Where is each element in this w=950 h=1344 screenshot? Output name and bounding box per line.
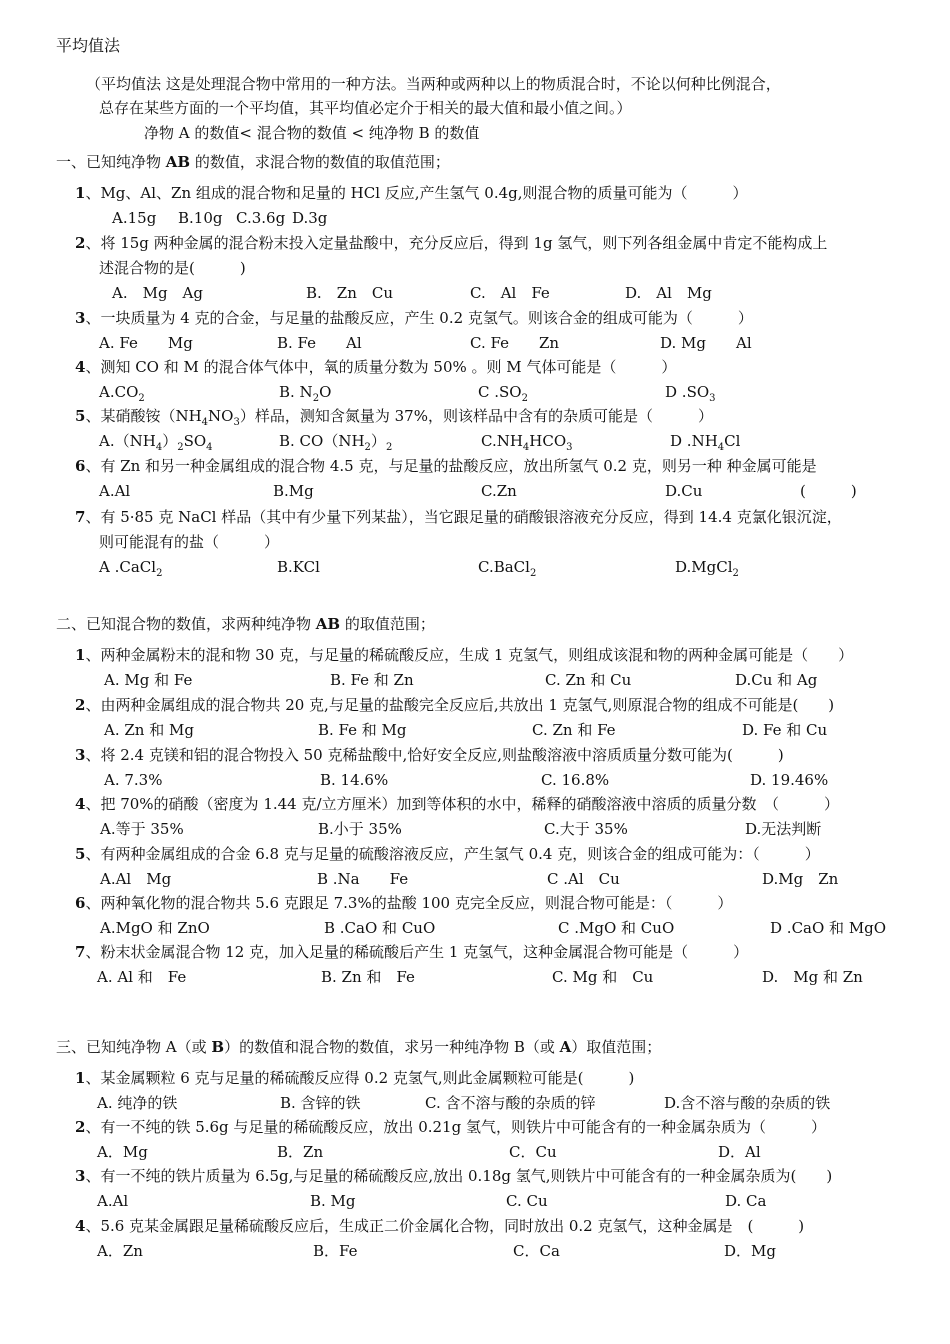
section-3-heading: 三、已知纯净物 A（或 B）的数值和混合物的数值，求另一种纯净物 B（或 A）取值范围； <box>56 1038 662 1056</box>
question-3-1: 1、某金属颗粒 6 克与足量的稀硫酸反应得 0.2 克氢气,则此金属颗粒可能是( ) <box>75 1069 635 1087</box>
option-3-2-b: B．Zn <box>277 1143 324 1161</box>
option-2-5-a: A.Al Mg <box>100 870 172 888</box>
option-1-4-d: D $.SO_3$ <box>665 383 716 404</box>
option-1-2-b: B. Zn Cu <box>306 284 394 302</box>
intro-line-1: （平均值法 这是处理混合物中常用的一种方法。当两种或两种以上的物质混合时，不论以何种比例混合， <box>86 75 781 93</box>
option-2-7-d: D. Mg 和 Zn <box>762 968 863 986</box>
option-2-4-c: C.大于 35% <box>544 820 628 838</box>
question-3-2: 2、有一不纯的铁 5.6g 与足量的稀硫酸反应，放出 0.21g 氢气，则铁片中可能含有的一种金属杂质为（ ） <box>75 1118 826 1136</box>
option-1-7-b: B.KCl <box>277 558 320 576</box>
option-1-6-b: B.Mg <box>273 482 314 500</box>
option-1-6-a: A.Al <box>99 482 131 500</box>
option-2-6-d: D .CaO 和 MgO <box>770 919 887 937</box>
option-1-2-a: A. Mg Ag <box>112 284 203 302</box>
option-2-1-c: C. Zn 和 Cu <box>545 671 632 689</box>
option-2-2-d: D. Fe 和 Cu <box>742 721 828 739</box>
option-1-5-c: $C.NH_4HCO_3$ <box>481 432 573 453</box>
question-1-1: 1、Mg、Al、Zn 组成的混合物和足量的 HCl 反应,产生氢气 0.4g,则混合物的质量可能为（ ） <box>75 184 748 202</box>
option-3-2-d: D．Al <box>718 1143 761 1161</box>
question-1-6: 6、有 Zn 和另一种金属组成的混合物 4.5 克，与足量的盐酸反应，放出所氢气 0.2 克，则另一种 种金属可能是 <box>75 457 817 475</box>
option-2-1-a: A. Mg 和 Fe <box>104 671 193 689</box>
option-2-4-a: A.等于 35% <box>100 820 184 838</box>
option-3-1-b: B. 含锌的铁 <box>280 1094 361 1112</box>
option-1-4-c: C $.SO_2$ <box>478 383 528 404</box>
option-3-3-c: C. Cu <box>506 1192 548 1210</box>
option-1-3-c: C. Fe Zn <box>470 334 560 352</box>
option-2-3-b: B. 14.6% <box>320 771 389 789</box>
option-2-5-d: D.Mg Zn <box>762 870 839 888</box>
option-2-2-c: C. Zn 和 Fe <box>532 721 616 739</box>
option-2-7-a: A. Al 和 Fe <box>97 968 187 986</box>
option-3-4-b: B．Fe <box>313 1242 358 1260</box>
option-2-4-d: D.无法判断 <box>745 820 822 838</box>
option-1-6-d: D.Cu <box>665 482 703 500</box>
option-1-1-a: A.15g <box>112 209 157 227</box>
option-3-1-d: D.含不溶与酸的杂质的铁 <box>664 1094 831 1112</box>
option-1-3-d: D. Mg Al <box>660 334 752 352</box>
option-2-1-b: B. Fe 和 Zn <box>330 671 414 689</box>
option-1-5-a: $A.(NH_4)_2SO_4$ <box>99 432 213 453</box>
option-3-1-a: A. 纯净的铁 <box>97 1094 178 1112</box>
intro-line-2: 总存在某些方面的一个平均值，其平均值必定介于相关的最大值和最小值之间。） <box>99 99 632 117</box>
option-3-2-a: A．Mg <box>97 1143 148 1161</box>
option-1-3-b: B. Fe Al <box>277 334 362 352</box>
option-2-3-c: C. 16.8% <box>541 771 610 789</box>
question-2-3: 3、将 2.4 克镁和铝的混合物投入 50 克稀盐酸中,恰好安全反应,则盐酸溶液中溶质质量分数可能为( ) <box>75 746 784 764</box>
option-1-2-c: C. Al Fe <box>470 284 550 302</box>
question-1-7: 7、有 5·85 克 NaCl 样品（其中有少量下列某盐），当它跟足量的硝酸银溶液充分反应，得到 14.4 克氯化银沉淀， <box>75 508 842 526</box>
option-1-4-a: $A.CO_2$ <box>99 383 145 404</box>
option-3-2-c: C．Cu <box>509 1143 557 1161</box>
option-2-6-b: B .CaO 和 CuO <box>324 919 436 937</box>
question-1-4: 4、测知 CO 和 M 的混合体气体中，氧的质量分数为 50% 。则 M 气体可能是（ ） <box>75 358 677 376</box>
section-2-heading: 二、已知混合物的数值，求两种纯净物 AB 的取值范围； <box>56 615 435 633</box>
option-1-1-c: C.3.6g <box>236 209 286 227</box>
option-2-6-a: A.MgO 和 ZnO <box>100 919 210 937</box>
question-2-5: 5、有两种金属组成的合金 6.8 克与足量的硫酸溶液反应，产生氢气 0.4 克，则该合金的组成可能为：（ ） <box>75 845 820 863</box>
question-2-6: 6、两种氧化物的混合物共 5.6 克跟足 7.3%的盐酸 100 克完全反应，则混合物可能是：（ ） <box>75 894 733 912</box>
answer-bracket: ( ) <box>800 482 857 500</box>
option-1-7-a: A .CaCl$_2$ <box>99 558 163 579</box>
question-2-7: 7、粉末状金属混合物 12 克，加入足量的稀硫酸后产生 1 克氢气，这种金属混合物可能是（ ） <box>75 943 749 961</box>
option-1-3-a: A. Fe Mg <box>99 334 193 352</box>
question-1-2: 2、将 15g 两种金属的混合粉末投入定量盐酸中，充分反应后，得到 1g 氢气，则下列各组金属中肯定不能构成上 <box>75 234 828 252</box>
intro-line-3: 净物 A 的数值< 混合物的数值 < 纯净物 B 的数值 <box>144 124 480 142</box>
option-3-3-a: A.Al <box>97 1192 129 1210</box>
section-1-heading: 一、已知纯净物 AB 的数值，求混合物的数值的取值范围； <box>56 153 450 171</box>
option-2-2-b: B. Fe 和 Mg <box>318 721 407 739</box>
option-1-6-c: C.Zn <box>481 482 517 500</box>
option-3-4-d: D．Mg <box>724 1242 776 1260</box>
option-1-2-d: D. Al Mg <box>625 284 712 302</box>
option-1-5-d: D $.NH_4Cl$ <box>670 432 741 453</box>
option-1-5-b: B. $CO(NH_2)_2$ <box>279 432 393 453</box>
question-2-2: 2、由两种金属组成的混合物共 20 克,与足量的盐酸完全反应后,共放出 1 克氢气,则原混合物的组成不可能是( ) <box>75 696 835 714</box>
option-3-3-b: B. Mg <box>310 1192 356 1210</box>
option-3-4-c: C．Ca <box>513 1242 560 1260</box>
option-2-3-d: D. 19.46% <box>750 771 829 789</box>
option-2-2-a: A. Zn 和 Mg <box>104 721 194 739</box>
option-1-7-d: D.MgCl$_2$ <box>675 558 739 579</box>
page-title: 平均值法 <box>56 36 121 55</box>
option-2-5-c: C .Al Cu <box>547 870 620 888</box>
option-2-3-a: A. 7.3% <box>104 771 163 789</box>
question-1-5: 5、某硝酸铵$(NH_4NO_3)$样品，测知含氮量为 37%，则该样品中含有的杂质可能是（ ） <box>75 407 713 428</box>
option-2-5-b: B .Na Fe <box>317 870 409 888</box>
question-1-3: 3、一块质量为 4 克的合金，与足量的盐酸反应，产生 0.2 克氢气。则该合金的组成可能为（ ） <box>75 309 753 327</box>
question-3-3: 3、有一不纯的铁片质量为 6.5g,与足量的稀硫酸反应,放出 0.18g 氢气,则铁片中可能含有的一种金属杂质为( ) <box>75 1167 833 1185</box>
question-1-2-cont: 述混合物的是( ) <box>99 259 246 277</box>
question-2-4: 4、把 70%的硝酸（密度为 1.44 克/立方厘米）加到等体积的水中，稀释的硝酸溶液中溶质的质量分数 （ ） <box>75 795 840 813</box>
option-3-4-a: A．Zn <box>97 1242 143 1260</box>
question-3-4: 4、5.6 克某金属跟足量稀硫酸反应后，生成正二价金属化合物，同时放出 0.2 克氢气，这种金属是 ( ) <box>75 1217 805 1235</box>
option-1-1-b: B.10g <box>178 209 223 227</box>
question-2-1: 1、两种金属粉末的混和物 30 克，与足量的稀硫酸反应，生成 1 克氢气，则组成该混和物的两种金属可能是（ ） <box>75 646 854 664</box>
option-1-1-d: D.3g <box>292 209 328 227</box>
question-1-7-cont: 则可能混有的盐（ ） <box>99 533 280 551</box>
option-3-1-c: C. 含不溶与酸的杂质的锌 <box>425 1094 596 1112</box>
option-1-4-b: B. $N_2O$ <box>279 383 332 404</box>
option-2-6-c: C .MgO 和 CuO <box>558 919 675 937</box>
option-1-7-c: C.BaCl$_2$ <box>478 558 537 579</box>
option-2-7-b: B. Zn 和 Fe <box>321 968 415 986</box>
option-2-7-c: C. Mg 和 Cu <box>552 968 654 986</box>
option-2-4-b: B.小于 35% <box>318 820 402 838</box>
option-3-3-d: D. Ca <box>725 1192 767 1210</box>
option-2-1-d: D.Cu 和 Ag <box>735 671 818 689</box>
